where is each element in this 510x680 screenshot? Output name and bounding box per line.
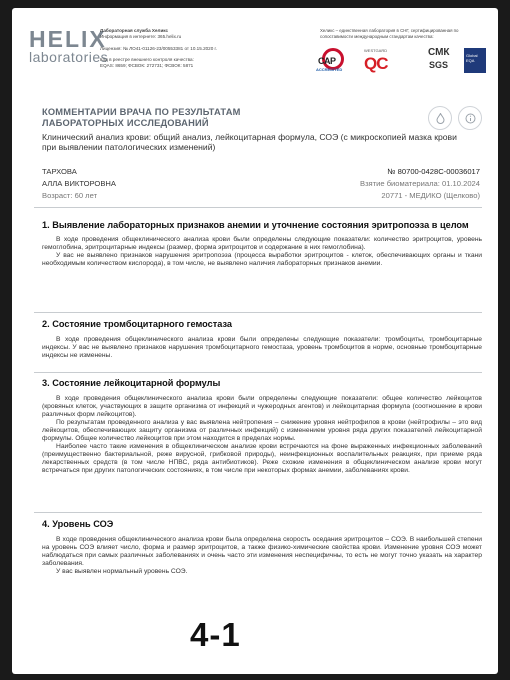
section-anemia [42, 220, 482, 268]
license-text: Лицензия: № ЛО41-01126-23/00553381 от 10.15.2020 г. [100, 45, 217, 51]
divider [34, 207, 482, 208]
section-esr [42, 519, 482, 576]
section-paragraph: Наиболее часто такие изменения в общеклиническом анализе крови встречаются на фоне выраженных инфекционных заболеваний (преимущественно бактериальной, реже вирусной, грибковой природы), неинфекционных воспалительных реакциях, при приеме ряда лекарственных средств (в том числе НПВС, ряда антибиотиков). Реже схожие изменения в общеклиническом анализе крови могут встречаться при других патологических состояниях, в том числе при некоторых формах анемии, заболеваниях крови. [42, 442, 482, 474]
page-marker: 4-1 [190, 616, 241, 653]
test-name: Клинический анализ крови: общий анализ, лейкоцитарная формула, СОЭ (с микроскопией мазка крови при выявлении патологических изменений) [42, 132, 457, 152]
section-paragraph: В ходе проведения общеклинического анализа крови были определены следующие показатели: общее количество лейкоцитов (кровяных клеток, участвующих в защите организма от инфекций и чужеродных агентов) и лейкоцитарная формула (соотношение в крови различных форм лейкоцитов). [42, 394, 482, 418]
qc-codes-title: Код в реестре внешнего контроля качества: [100, 56, 194, 62]
document-header [12, 8, 498, 94]
divider [34, 372, 482, 373]
section-leukocytes [42, 378, 482, 475]
patient-age: Возраст: 60 лет [42, 191, 98, 200]
section-paragraph: По результатам проведенного анализа у вас выявлена нейтропения – снижение уровня нейтрофилов в крови (нейтрофилы – это вид лейкоцитов, обеспечивающих защиту организма от различных инфекций) с изменением уровня ряда других показателей лейкоцитарной формулы. Общее количество лейкоцитов при этом находится в пределах нормы. [42, 418, 482, 442]
lab-info [100, 28, 270, 69]
helix-logo: HELIX laboratories [29, 26, 109, 65]
divider [34, 512, 482, 513]
sample-date: Взятие биоматериала: 01.10.2024 [360, 179, 480, 188]
section-heading: 3. Состояние лейкоцитарной формулы [42, 378, 221, 388]
order-number: № 80700-0428С-00036017 [387, 167, 480, 176]
divider [34, 312, 482, 313]
patient-block [42, 166, 480, 202]
section-paragraph: У вас не выявлено признаков нарушения эритропоэза (процесса выработки эритроцитов - клеток, обеспечивающих органы и ткани необходимым количеством кислорода), в том числе, не выявлено наличия лабораторных признаков анемии. [42, 251, 482, 267]
section-platelets [42, 319, 482, 360]
westgard-qc-logo: WESTGARD QC [364, 48, 388, 73]
section-paragraph: В ходе проведения общеклинического анализа крови была определена скорость оседания эритроцитов – СОЭ. В наибольшей степени на уровень СОЭ влияет число, форма и размер эритроцитов, а также физико-химические свойства крови. Изменение уровня СОЭ может наблюдаться при самых различных заболеваниях и очень часто эти изменения неспецифичны, то есть не могут точно указать на характер заболевания. [42, 535, 482, 567]
droplet-icon [428, 106, 452, 130]
clinic-name: 20771 - МЕДИКО (Щелково) [381, 191, 480, 200]
qc-codes: EQAS: 8659; ФСВОК: 272731; ФСВОК: 5871 [100, 63, 194, 69]
cert-note: Хеликс – единственная лаборатория в СНГ, сертифицированная по сопоставимости международным стандартам качества: [320, 28, 459, 39]
document-page [12, 8, 498, 674]
cmk-sgs-logo: СМК SGS [428, 47, 450, 70]
service-web: Информация в интернете: 365.helix.ru [100, 34, 182, 40]
info-icon [458, 106, 482, 130]
section-heading: 2. Состояние тромбоцитарного гемостаза [42, 319, 233, 329]
section-heading: 4. Уровень СОЭ [42, 519, 114, 529]
section-heading: 1. Выявление лабораторных признаков анемии и уточнение состояния эритропоэза в целом [42, 220, 469, 230]
cap-accredited-logo: CAP ACCREDITED [312, 48, 354, 78]
service-name: Лабораторная служба Хеликс [100, 28, 169, 33]
patient-first-middle-name: АЛЛА ВИКТОРОВНА [42, 179, 116, 188]
section-paragraph: У вас выявлен нормальный уровень СОЭ. [56, 567, 188, 575]
section-paragraph: В ходе проведения общеклинического анализа крови были определены следующие показатели: тромбоциты, тромбоцитарные индексы. У вас не выявлено признаков нарушения тромбоцитарного гемостаза, уровень тромбоцитов в норме, основные тромбоцитарные индексы не изменены. [42, 335, 482, 359]
certification-logos: CAP ACCREDITED WESTGARD QC СМК SGS Global EQA [312, 48, 494, 80]
patient-last-name: ТАРХОВА [42, 167, 77, 176]
page-title: КОММЕНТАРИИ ВРАЧА ПО РЕЗУЛЬТАТАМ ЛАБОРАТОРНЫХ ИССЛЕДОВАНИЙ [42, 107, 241, 128]
section-paragraph: В ходе проведения общеклинического анализа крови были определены следующие показатели: количество эритроцитов, уровень гемоглобина, эритроцитарные индексы (размер, форма эритроцитов и содержание в них гемоглобина). [42, 235, 482, 251]
